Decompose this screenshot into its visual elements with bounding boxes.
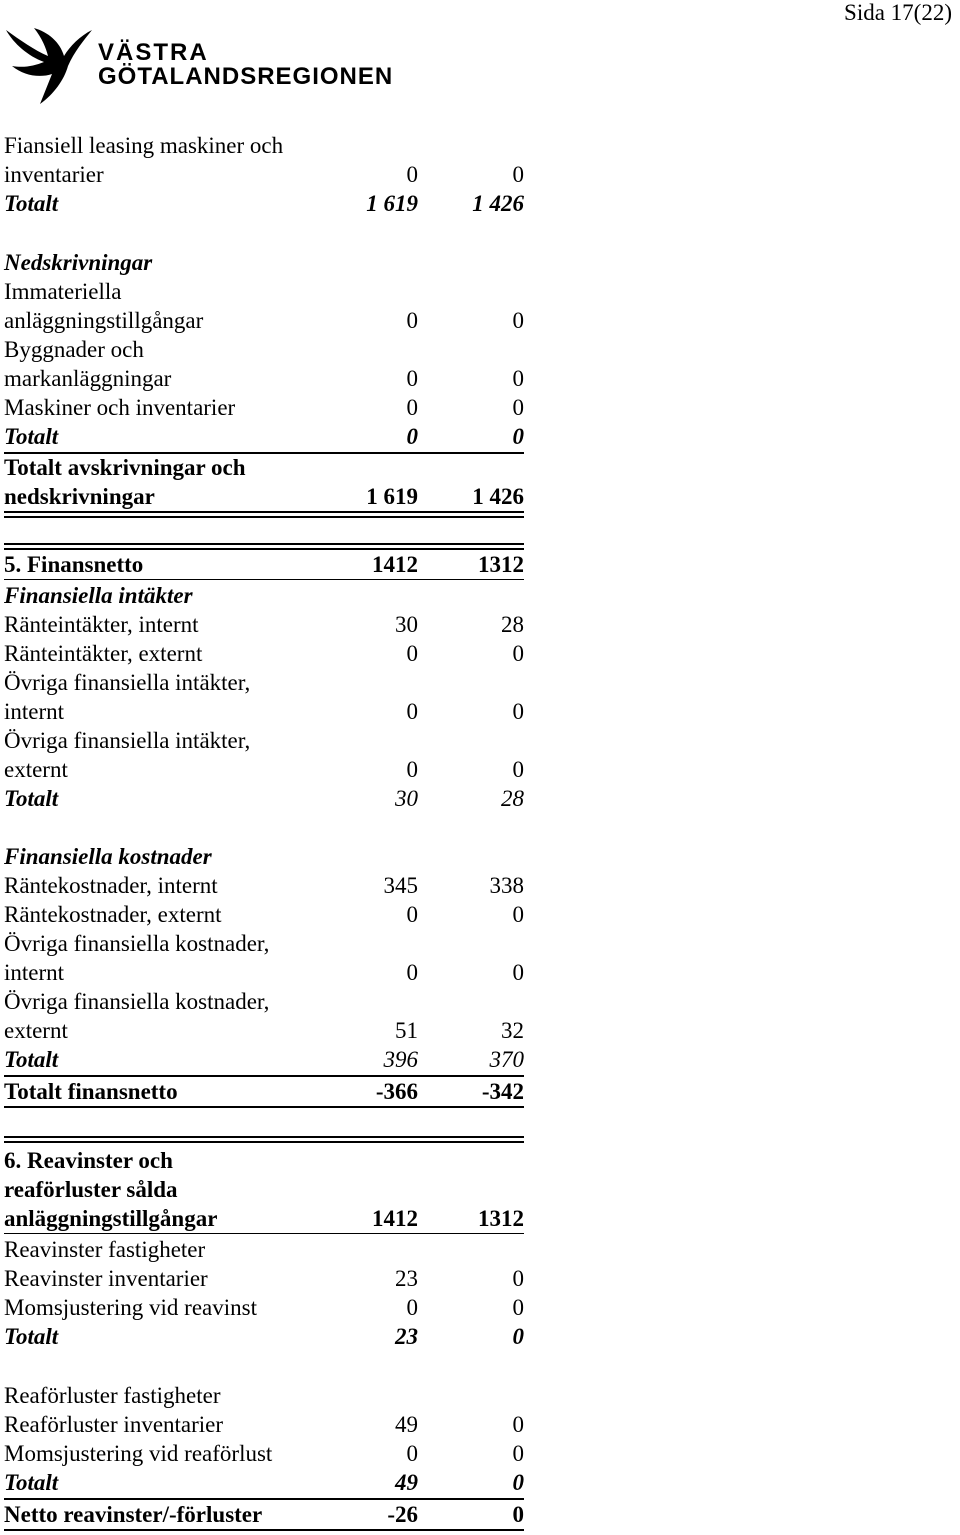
table-row: anläggningstillgångar 0 0: [4, 308, 524, 333]
section-heading: 6. Reavinster och: [4, 1148, 173, 1173]
section-heading: anläggningstillgångar 1412 1312: [4, 1206, 524, 1231]
table-row: Övriga finansiella intäkter,: [4, 728, 251, 753]
table-row: markanläggningar 0 0: [4, 366, 524, 391]
table-row: Totalt 0 0: [4, 424, 524, 449]
page-number: Sida 17(22): [844, 0, 952, 25]
section-heading: reaförluster sålda: [4, 1177, 178, 1202]
table-row: Totalt avskrivningar och: [4, 455, 246, 480]
logo-emblem-icon: [4, 22, 394, 108]
divider: [4, 1141, 524, 1143]
table-row: Räntekostnader, externt 0 0: [4, 902, 524, 927]
table-row: externt 0 0: [4, 757, 524, 782]
table-row: Övriga finansiella kostnader,: [4, 989, 270, 1014]
table-row: Ränteintäkter, externt 0 0: [4, 641, 524, 666]
table-row: Ränteintäkter, internt 30 28: [4, 612, 524, 637]
region-logo: [4, 22, 394, 114]
table-row: nedskrivningar 1 619 1 426: [4, 484, 524, 509]
table-row: Momsjustering vid reaförlust 0 0: [4, 1441, 524, 1466]
table-row: Reavinster inventarier 23 0: [4, 1266, 524, 1291]
table-row: Totalt 1 619 1 426: [4, 191, 524, 216]
table-row: Reavinster fastigheter: [4, 1237, 206, 1262]
table-row: Övriga finansiella intäkter,: [4, 670, 251, 695]
section-heading: Finansiella kostnader: [4, 844, 212, 869]
table-row: externt 51 32: [4, 1018, 524, 1043]
svg-text:GÖTALANDSREGIONEN: GÖTALANDSREGIONEN: [98, 63, 394, 90]
divider: [4, 579, 524, 580]
table-row: Netto reavinster/-förluster -26 0: [4, 1502, 524, 1527]
table-row: Maskiner och inventarier 0 0: [4, 395, 524, 420]
table-row: Räntekostnader, internt 345 338: [4, 873, 524, 898]
table-row: Momsjustering vid reavinst 0 0: [4, 1295, 524, 1320]
divider: [4, 1136, 524, 1138]
table-row: internt 0 0: [4, 960, 524, 985]
divider: [4, 1233, 524, 1234]
table-row: inventarier 0 0: [4, 162, 524, 187]
table-row: Fiansiell leasing maskiner och: [4, 133, 284, 158]
section-heading: Finansiella intäkter: [4, 583, 193, 608]
section-heading: Nedskrivningar: [4, 250, 153, 275]
divider: [4, 516, 524, 518]
svg-text:VÄSTRA: VÄSTRA: [98, 39, 209, 66]
table-row: Övriga finansiella kostnader,: [4, 931, 270, 956]
divider: [4, 1529, 524, 1531]
table-row: Byggnader och: [4, 337, 144, 362]
table-row: Reaförluster fastigheter: [4, 1383, 221, 1408]
table-row: Reaförluster inventarier 49 0: [4, 1412, 524, 1437]
table-row: Immateriella: [4, 279, 122, 304]
divider: [4, 543, 524, 545]
section-heading: 5. Finansnetto 1412 1312: [4, 552, 524, 577]
divider: [4, 1106, 524, 1108]
table-row: Totalt 23 0: [4, 1324, 524, 1349]
table-row: Totalt finansnetto -366 -342: [4, 1079, 524, 1104]
table-row: Totalt 396 370: [4, 1047, 524, 1072]
table-row: Totalt 49 0: [4, 1470, 524, 1495]
table-row: Totalt 30 28: [4, 786, 524, 811]
divider: [4, 511, 524, 513]
table-row: internt 0 0: [4, 699, 524, 724]
